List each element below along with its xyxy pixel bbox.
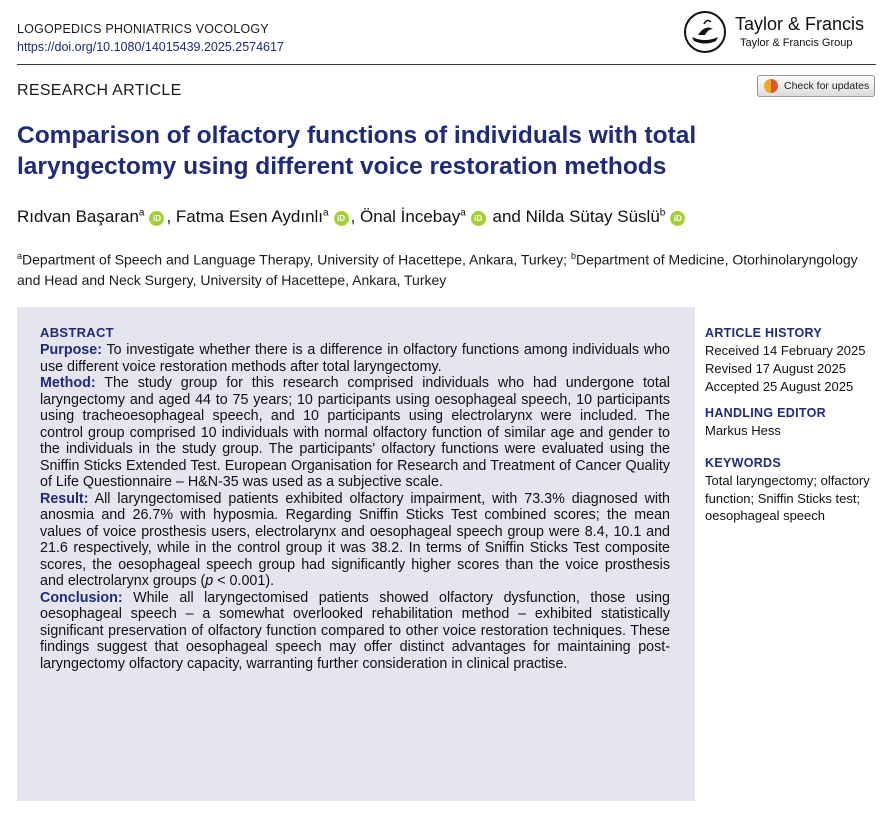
- affiliation-marker: a: [323, 207, 329, 219]
- abstract-purpose: Purpose: To investigate whether there is a difference in olfactory functions among individuals who use different voice restoration methods after total laryngectomy.: [40, 342, 670, 375]
- received-date: Received 14 February 2025: [705, 343, 866, 358]
- handling-editor-heading: HANDLING EDITOR: [705, 406, 826, 420]
- keywords-heading: KEYWORDS: [705, 456, 782, 470]
- author-separator: and: [487, 207, 526, 226]
- crossmark-icon: [764, 79, 778, 93]
- journal-name: LOGOPEDICS PHONIATRICS VOCOLOGY: [17, 22, 269, 36]
- abstract-method: Method: The study group for this research comprised individuals who had undergone total laryngectomy and aged 44 to 75 years; 10 participants using oesophageal speech, 10 participants using tracheoesophageal speech, and 10 participants using electrolarynx were included. The control group comprised 10 individuals with normal olfactory function of similar age and gender to the individuals in the study group. The participants' olfactory functions were evaluated using the Sniffin Sticks Extended Test. European Organisation for Research and Treatment of Cancer Quality of Life Questionnaire – H&N-35 was used as a subjective scale.: [40, 375, 670, 490]
- article-history-heading: ARTICLE HISTORY: [705, 326, 823, 340]
- header-divider: [17, 64, 876, 65]
- orcid-icon[interactable]: iD: [471, 211, 486, 226]
- keywords-list: Total laryngectomy; olfactory function; Sniffin Sticks test; oesophageal speech: [705, 473, 870, 523]
- affiliation-marker: a: [138, 207, 145, 219]
- revised-date: Revised 17 August 2025: [705, 361, 846, 376]
- affiliation-marker: a: [460, 207, 466, 219]
- affiliation-marker: b: [659, 207, 666, 219]
- abstract-conclusion: Conclusion: While all laryngectomised patients showed olfactory dysfunction, those using oesophageal speech – a somewhat overlooked rehabilitation method – exhibited statistically significant preservation of olfactory function compared to other voice restoration techniques. These findings suggest that oesophageal speech may offer distinct advantages for maintaining post-laryngectomy olfactory capacity, warranting further consideration in clinical practise.: [40, 589, 670, 672]
- article-history: [705, 324, 885, 396]
- author-separator: ,: [166, 207, 176, 226]
- orcid-icon[interactable]: iD: [670, 211, 685, 226]
- check-for-updates-label: Check for updates: [784, 80, 870, 92]
- orcid-icon[interactable]: iD: [149, 211, 164, 226]
- abstract-result: Result: All laryngectomised patients exhibited olfactory impairment, with 73.3% diagnosed with anosmia and 26.7% with hyposmia. Regarding Sniffin Sticks Test combined scores; the mean values of voice prosthesis users, electrolarynx and oesophageal speech group were 8.4, 10.1 and 21.6 respectively, while in the control group it was 38.2. In terms of Sniffin Sticks Test composite scores, the oesophageal speech group had significantly higher scores than the voice prosthesis and electrolarynx groups (p < 0.001).: [40, 490, 670, 589]
- affiliation-marker-a: a: [17, 251, 23, 261]
- keywords: [705, 454, 885, 525]
- editor-name: Markus Hess: [705, 423, 781, 438]
- author-name[interactable]: Önal İncebay: [360, 207, 461, 226]
- author-list: [17, 207, 687, 227]
- publisher-group: Taylor & Francis Group: [740, 37, 853, 49]
- publisher-name: Taylor & Francis: [735, 14, 865, 34]
- affiliation-marker-b: b: [570, 251, 576, 261]
- accepted-date: Accepted 25 August 2025: [705, 379, 854, 394]
- affiliation-b: Department of Medicine, Otorhinolaryngology and Head and Neck Surgery, University of Hacettepe, Ankara, Turkey: [17, 251, 858, 288]
- author-name[interactable]: Rıdvan Başaran: [17, 207, 139, 226]
- author-name[interactable]: Nilda Sütay Süslü: [525, 207, 660, 226]
- affiliation-a: Department of Speech and Language Therapy, University of Hacettepe, Ankara, Turkey;: [22, 251, 571, 268]
- handling-editor: [705, 404, 885, 440]
- orcid-icon[interactable]: iD: [334, 211, 349, 226]
- abstract-body: [40, 342, 670, 672]
- check-for-updates-button[interactable]: [757, 75, 875, 97]
- article-title: Comparison of olfactory functions of individuals with total laryngectomy using different voice restoration methods: [17, 122, 697, 180]
- doi-link[interactable]: https://doi.org/10.1080/14015439.2025.2574617: [17, 40, 284, 54]
- affiliations: [17, 246, 877, 290]
- taylor-francis-logo-icon: [683, 10, 727, 54]
- article-type: RESEARCH ARTICLE: [17, 82, 182, 99]
- author-name[interactable]: Fatma Esen Aydınlı: [175, 207, 324, 226]
- author-separator: ,: [350, 207, 361, 226]
- abstract-heading: ABSTRACT: [40, 325, 114, 340]
